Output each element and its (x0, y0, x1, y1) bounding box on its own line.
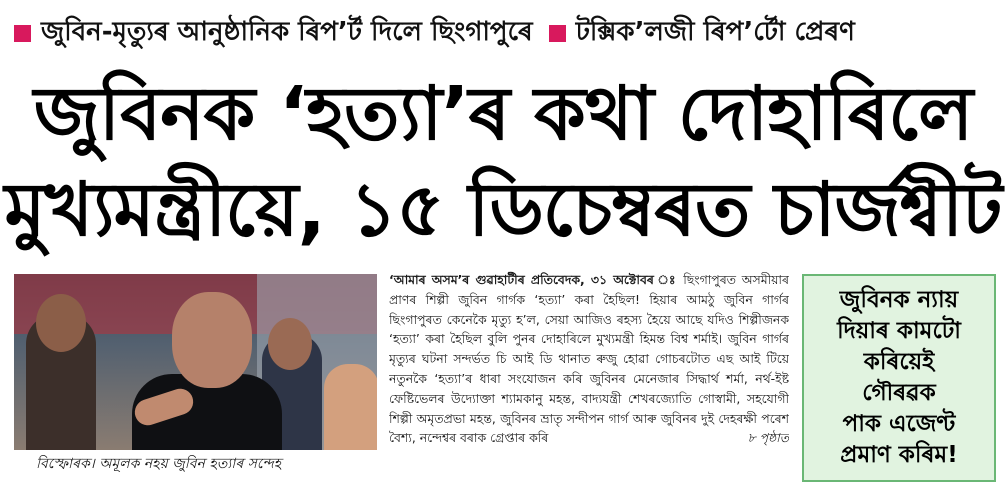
article-text: ছিংগাপুৰত অসমীয়াৰ প্ৰাণৰ শিল্পী জুবিন গাৰ্গক ‘হত্যা’ কৰা হৈছিল! হিয়াৰ আমঠু জুবিন গাৰ্গৰ ছিংগাপুৰত কেনেকৈ মৃত্যু হ’ল, সেয়া আজিও ৰহস্য হৈয়ে আছে যদিও শিল্পীজনক ‘হত্যা’ কৰা হৈছিল বুলি পুনৰ দোহাৰিলে মুখ্যমন্ত্ৰী হিমন্ত বিশ্ব শৰ্মাই। জুবিন গাৰ্গৰ মৃত্যুৰ ঘটনা সন্দৰ্ভত চি আই ডি থানাত ৰুজু হোৱা গোচৰটোত এছ আই টিয়ে নতুনকৈ ‘হত্যা’ৰ ধাৰা সংযোজন কৰি জুবিনৰ মেনেজাৰ সিদ্ধাৰ্থ শৰ্মা, নৰ্থ-ইষ্ট ফেষ্টিভেলৰ উদ্যোক্তা শ্যামকানু মহন্ত, বাদ্যযন্ত্ৰী শেখৰজ্যোতি গোস্বামী, সহযোগী শিল্পী অমৃতপ্ৰভা মহন্ত, জুবিনৰ ভ্ৰাতৃ সন্দীপন গাৰ্গ আৰু জুবিনৰ দুই দেহৰক্ষী পৰেশ বৈশ্য, নন্দেশ্বৰ বৰাক গ্ৰেপ্তাৰ কৰি (389, 272, 789, 446)
article-body (389, 270, 789, 470)
photo-caption: বিস্ফোৰক। অমূলক নহয় জুবিন হত্যাৰ সন্দেহ (36, 456, 282, 472)
news-photo (14, 274, 377, 450)
kicker-right-text: টক্সিক’লজী ৰিপ’ৰ্টো প্ৰেৰণ (575, 17, 855, 47)
kicker-left (0, 11, 533, 55)
kicker-strip (0, 0, 1006, 66)
article-dateline: ‘আমাৰ অসম’ৰ গুৱাহাটীৰ প্ৰতিবেদক, ৩১ অক্টোবৰ ঃ (389, 272, 678, 287)
continued-link[interactable]: ৮ পৃষ্ঠাত (747, 430, 789, 446)
headline-line-1: জুবিনক ‘হত্যা’ৰ কথা দোহাৰিলে (33, 71, 973, 157)
kicker-right (533, 11, 855, 55)
kicker-left-text: জুবিন-মৃত্যুৰ আনুষ্ঠানিক ৰিপ’ৰ্ট দিলে ছিংগাপুৰে (41, 17, 533, 47)
quote-text: জুবিনক ন্যায় দিয়াৰ কামটো কৰিয়েই গৌৰৱক পাক এজেণ্ট প্ৰমাণ কৰিম! (837, 287, 961, 468)
bullet-square-icon (549, 25, 566, 42)
headline-line-2: মুখ্যমন্ত্ৰীয়ে, ১৫ ডিচেম্বৰত চাৰ্জশ্বীট (4, 167, 1002, 253)
bullet-square-icon (14, 25, 31, 42)
quote-box (802, 274, 996, 482)
